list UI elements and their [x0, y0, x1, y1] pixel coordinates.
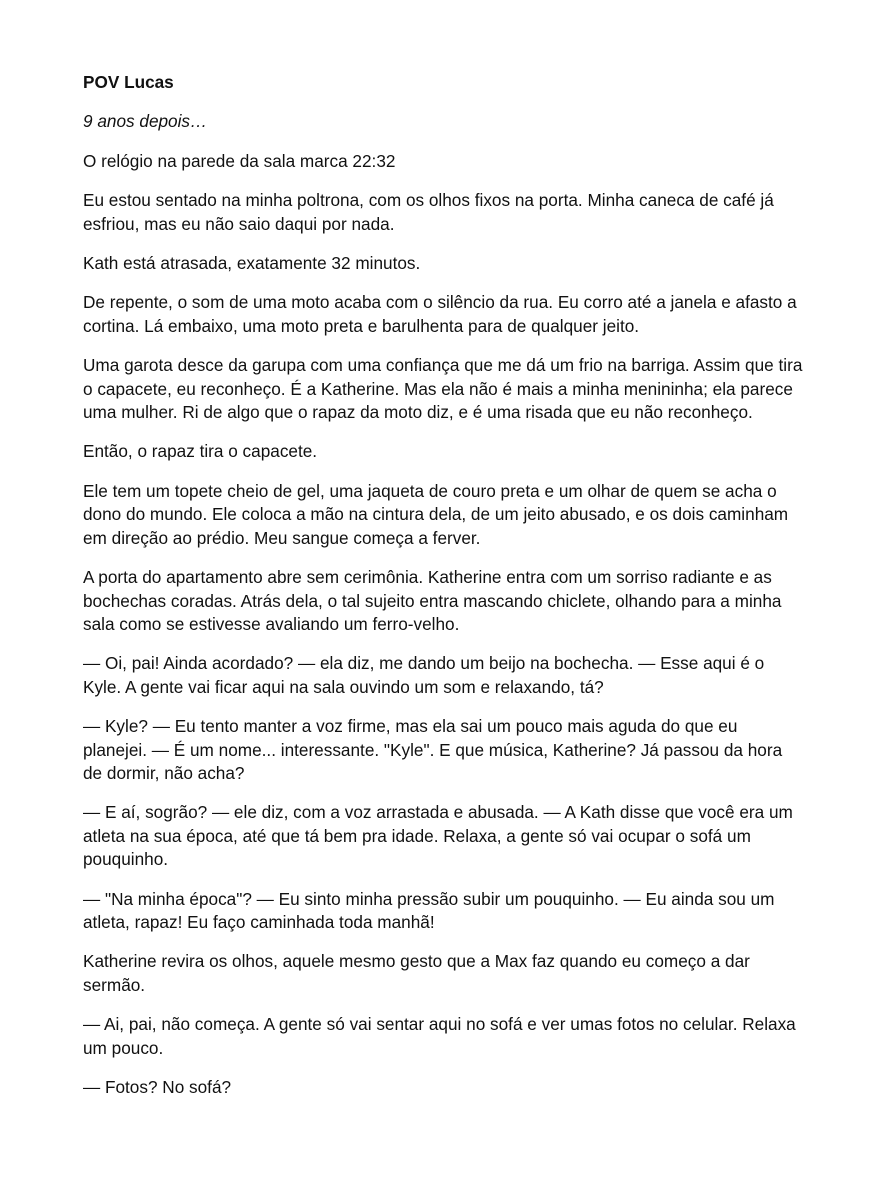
paragraph-2: Eu estou sentado na minha poltrona, com os olhos fixos na porta. Minha caneca de café já esfriou, mas eu não saio daqui por nada.	[83, 190, 774, 234]
dialogue-paragraph-3: — E aí, sogrão? — ele diz, com a voz arrastada e abusada. — A Kath disse que você era um atleta na sua época, até que tá bem pra idade. Relaxa, a gente só vai ocupar o sofá um pouquinho.	[83, 802, 793, 870]
document-page	[83, 71, 803, 1115]
paragraph-7: Ele tem um topete cheio de gel, uma jaqueta de couro preta e um olhar de quem se acha o dono do mundo. Ele coloca a mão na cintura dela, de um jeito abusado, e os dois caminham em direção ao prédio. Meu sangue começa a ferver.	[83, 480, 789, 548]
dialogue-paragraph-5: — Ai, pai, não começa. A gente só vai sentar aqui no sofá e ver umas fotos no celular. Relaxa um pouco.	[83, 1014, 796, 1058]
paragraph-4: De repente, o som de uma moto acaba com o silêncio da rua. Eu corro até a janela e afasto a cortina. Lá embaixo, uma moto preta e barulhenta para de qualquer jeito.	[83, 292, 797, 336]
dialogue-paragraph-1: — Oi, pai! Ainda acordado? — ela diz, me dando um beijo na bochecha. — Esse aqui é o Kyle. A gente vai ficar aqui na sala ouvindo um som e relaxando, tá?	[83, 653, 765, 697]
paragraph-3: Kath está atrasada, exatamente 32 minutos.	[83, 253, 421, 274]
paragraph-1: O relógio na parede da sala marca 22:32	[83, 150, 396, 171]
paragraph-5: Uma garota desce da garupa com uma confiança que me dá um frio na barriga. Assim que tira o capacete, eu reconheço. É a Katherine. Mas ela não é mais a minha menininha; ela parece uma mulher. Ri de algo que o rapaz da moto diz, e é uma risada que eu não reconheço.	[83, 355, 803, 423]
paragraph-9: Katherine revira os olhos, aquele mesmo gesto que a Max faz quando eu começo a dar sermão.	[83, 951, 750, 995]
dialogue-paragraph-2: — Kyle? — Eu tento manter a voz firme, mas ela sai um pouco mais aguda do que eu planejei. — É um nome... interessante. "Kyle". E que música, Katherine? Já passou da hora de dormir, não acha?	[83, 716, 783, 783]
dialogue-paragraph-4: — "Na minha época"? — Eu sinto minha pressão subir um pouquinho. — Eu ainda sou um atleta, rapaz! Eu faço caminhada toda manhã!	[83, 888, 775, 932]
paragraph-8: A porta do apartamento abre sem cerimônia. Katherine entra com um sorriso radiante e as bochechas coradas. Atrás dela, o tal sujeito entra mascando chiclete, olhando para a minha sala como se estivesse avaliando um ferro-velho.	[83, 567, 782, 634]
chapter-heading: POV Lucas	[83, 72, 174, 92]
time-skip-subtitle: 9 anos depois…	[83, 111, 208, 132]
paragraph-6: Então, o rapaz tira o capacete.	[83, 441, 318, 462]
dialogue-paragraph-6: — Fotos? No sofá?	[83, 1077, 232, 1097]
